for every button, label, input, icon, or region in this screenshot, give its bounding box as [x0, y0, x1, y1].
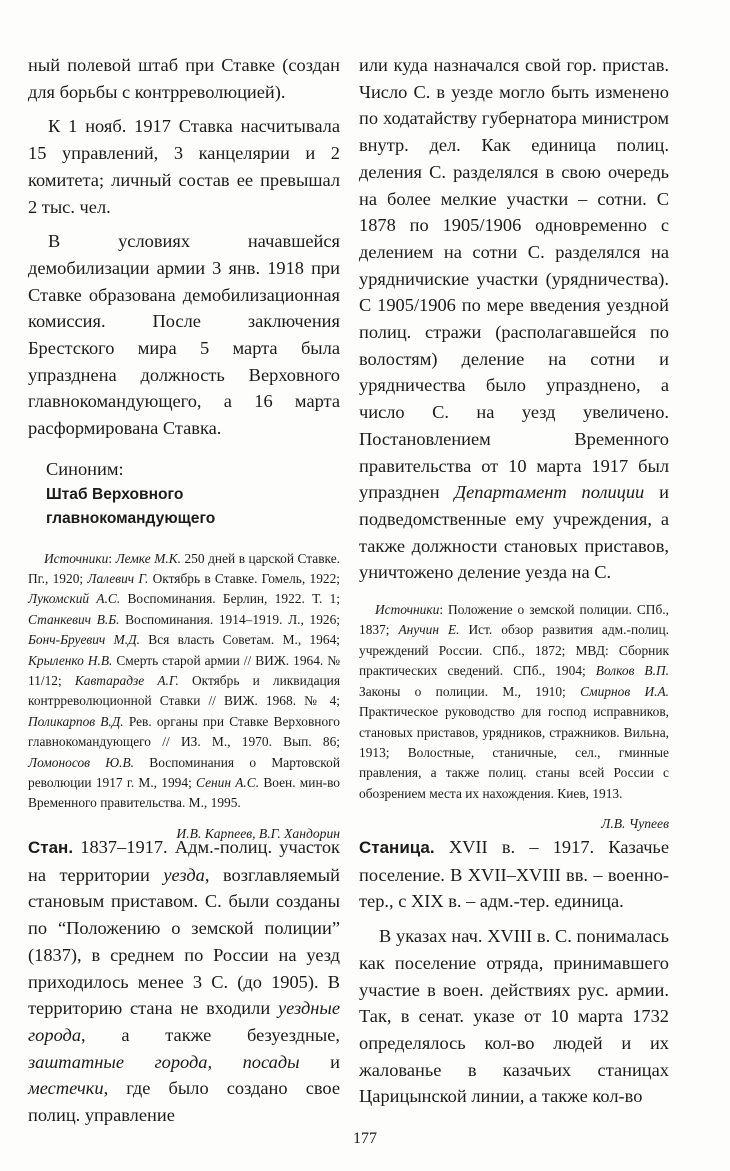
source-author: Лалевич Г.: [87, 570, 149, 586]
paragraph: В условиях начавшейся демобилизации армии 3 янв. 1918 при Ставке образована демобилизационная комиссия. После заключения Брестского мира 5 марта была упразднена должность Верховного главнокомандующего, а 16 марта расформирована Ставка.: [28, 231, 340, 439]
entry-text: В указах нач. XVIII в. С. понималась как поселение отряда, принимавшего участие в воен. действиях рус. армии. Так, в сенат. указе от 10 марта 1732 определялось кол-во людей и их жалованье в казачьих станицах Царицынской линии, а также кол-во: [359, 926, 669, 1107]
paragraph: К 1 нояб. 1917 Ставка насчитывала 15 управлений, 3 канцелярии и 2 комитета; личный состав ее превышал 2 тыс. чел.: [28, 116, 340, 217]
source-title: Октябрь и ликвидация контрреволюционной Ставки // ВИЖ. 1968. № 4;: [28, 672, 341, 709]
source-title: Октябрь в Ставке. Гомель, 1922;: [148, 570, 340, 586]
sources-list: [359, 622, 669, 800]
source-author: Волков В.П.: [595, 663, 669, 679]
left-column: [28, 52, 340, 842]
source-title: Смерть старой армии // ВИЖ. 1964. № 11/12;: [28, 652, 340, 688]
authors: И.В. Карпеев, В.Г. Хандорин: [176, 825, 340, 841]
synonym-title: Штаб Верховного главнокомандующего: [46, 485, 216, 527]
paragraph: или куда назначался свой гор. пристав. Число С. в уезде могло быть изменено по ходатайству губернатора министром внутр. дел. Как единица полиц. деления С. разделялся в свою очередь на более мелкие участки – сотни. С 1878 по 1905/1906 одновременно с делением на сотни С. разделялся на урядничиские участки (урядничества). С 1905/1906 по мере введения уездной полиц. стражи (располагавшейся по волостям) деление на сотни и урядничества было упразднено, а число С. на уезд увеличено. Постановлением Временного правительства от 10 марта 1917 был упразднен Департамент полиции и подведомственные ему учреждения, а также должности становых приставов, уничтожено деление уезда на С.: [359, 55, 669, 583]
source-title: 250 дней в царской Ставке. Пг., 1920;: [28, 550, 341, 586]
source-title: Воен. мин-во Временного правительства. М., 1995.: [28, 775, 341, 811]
right-column: [359, 52, 669, 832]
source-author: Крыленко Н.В.: [28, 652, 113, 668]
source-title: Воспоминания о Мартовской революции 1917 г. М., 1994;: [28, 754, 340, 791]
source-author: Бонч-Бруевич М.Д.: [28, 632, 140, 648]
source-title: Воспоминания. 1914–1919. Л., 1926;: [119, 611, 341, 627]
sources-block: Источники: Положение о земской полиции. СПб., 1837; Анучин Е. Ист. обзор развития адм.-полиц. учреждений России. СПб., 1872; МВД: Сборник практических сведений. СПб., 1904; Волков В.П. Законы о полиции. М., 1910; Смирнов И.А. Практическое руководство для господ исправников, становых приставов, урядников, стражников. Вильна, 1913; Волостные, станичные, сел., гминные правления, а также полиц. станы всей России с обозрением места их нахождения. Киев, 1913.: [359, 602, 669, 801]
source-title: Воспоминания. Берлин, 1922. Т. 1;: [120, 591, 340, 607]
sources-label: Источники: [44, 550, 109, 566]
entry-stan: [28, 834, 340, 1129]
sources-label: Источники: [375, 602, 440, 618]
source-title: Вся власть Советам. М., 1964;: [139, 632, 340, 648]
source-title: Практическое руководство для господ исправников, становых приставов, урядников, стражников. Вильна, 1913; Волостные, станичные, сел., гминные правления, а также полиц. станы всей России с обозрением места их нахождения. Киев, 1913.: [359, 704, 669, 801]
source-author: Лемке М.К.: [115, 550, 181, 566]
source-author: Ломоносов Ю.В.: [28, 754, 134, 770]
page-number: 177: [353, 1130, 377, 1147]
paragraph: ный полевой штаб при Ставке (создан для борьбы с контрреволюцией).: [28, 55, 340, 102]
source-title: Ист. обзор развития адм.-полиц. учреждений России. СПб., 1872; МВД: Сборник практических сведений. СПб., 1904;: [359, 622, 669, 679]
entry-text: Станица. XVII в. – 1917. Казачье поселение. В XVII–XVIII вв. – военно-тер., с XIX в. – адм.-тер. единица.: [359, 837, 669, 912]
entry-headword: Стан.: [28, 838, 74, 857]
entry-headword: Станица.: [359, 838, 435, 857]
source-author: Сенин А.С.: [196, 775, 260, 791]
entry-text: Стан. 1837–1917. Адм.-полиц. участок на территории уезда, возглавляемый становым приставом. С. были созданы по “Положению о земской полиции” (1837), в среднем по России на уезд приходилось менее 3 С. (до 1905). В территорию стана не входили уездные города, а также безуездные, заштатные города, посады и местечки, где было создано свое полиц. управление: [28, 837, 340, 1126]
source-author: Смирнов И.А.: [580, 683, 669, 699]
sources-list: [28, 551, 340, 811]
source-author: Анучин Е.: [398, 622, 460, 638]
source-author: Станкевич В.Б.: [28, 611, 120, 627]
source-author: Кавтарадзе А.Г.: [74, 672, 179, 688]
source-author: Лукомский А.С.: [28, 591, 121, 607]
authors: Л.В. Чупеев: [601, 816, 669, 832]
synonym-label: Синоним:: [46, 458, 124, 479]
source-title: Рев. органы при Ставке Верховного главнокомандующего // ИЗ. М., 1970. Вып. 86;: [28, 713, 340, 750]
entry-stanitsa: [359, 834, 669, 1110]
source-title: Законы о полиции. М., 1910;: [359, 683, 581, 699]
sources-block: Источники: Лемке М.К. 250 дней в царской Ставке. Пг., 1920; Лалевич Г. Октябрь в Ставке. Гомель, 1922; Лукомский А.С. Воспоминания. Берлин, 1922. Т. 1; Станкевич В.Б. Воспоминания. 1914–1919. Л., 1926; Бонч-Бруевич М.Д. Вся власть Советам. М., 1964; Крыленко Н.В. Смерть старой армии // ВИЖ. 1964. № 11/12; Кавтарадзе А.Г. Октябрь и ликвидация контрреволюционной Ставки // ВИЖ. 1968. № 4; Поликарпов В.Д. Рев. органы при Ставке Верховного главнокомандующего // ИЗ. М., 1970. Вып. 86; Ломоносов Ю.В. Воспоминания о Мартовской революции 1917 г. М., 1994; Сенин А.С. Воен. мин-во Временного правительства. М., 1995.: [28, 550, 341, 811]
source-author: Поликарпов В.Д.: [28, 713, 124, 729]
